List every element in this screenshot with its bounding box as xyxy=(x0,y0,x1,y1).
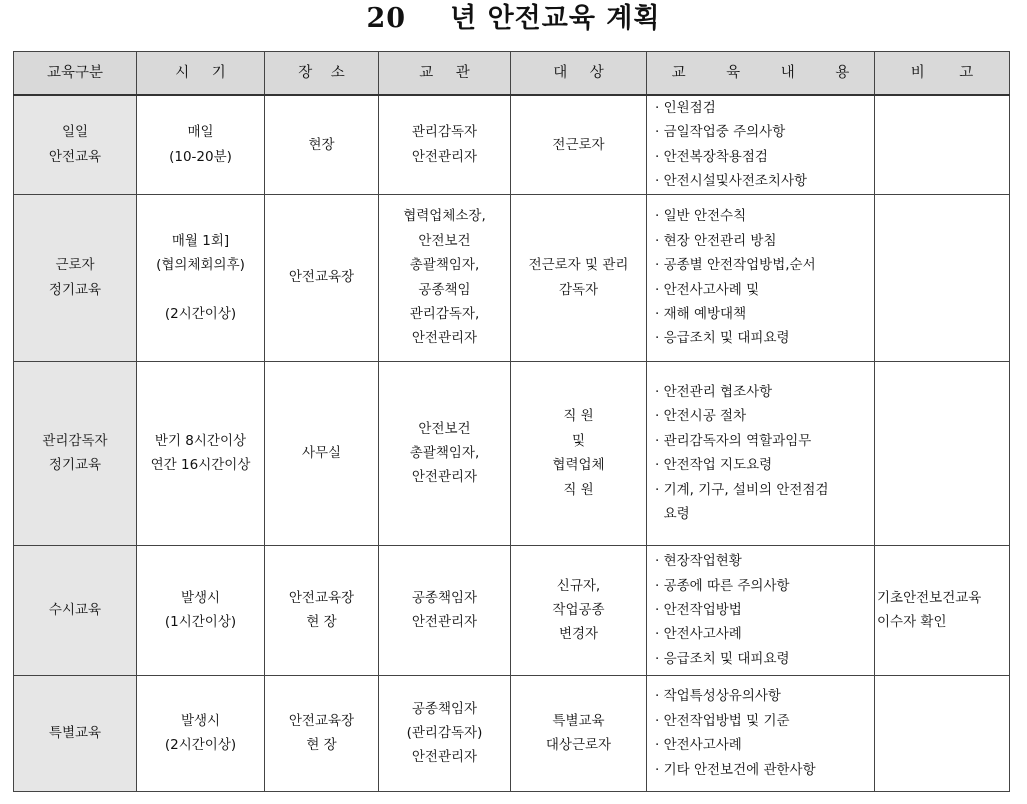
note-line: 기초안전보건교육 xyxy=(877,589,982,606)
instructor-line: 총괄책임자, xyxy=(409,444,480,461)
cell-place xyxy=(265,675,379,791)
content-line: · 현장작업현황 xyxy=(655,553,742,570)
header-timing: 시 기 xyxy=(137,52,265,96)
timing-line: 반기 8시간이상 xyxy=(154,432,247,449)
timing-line: 연간 16시간이상 xyxy=(150,457,251,474)
content-line: · 안전작업방법 및 기준 xyxy=(655,712,790,729)
cell-category xyxy=(14,194,137,361)
timing-line: 매월 1회] xyxy=(171,232,230,249)
content-line: · 공종별 안전작업방법,순서 xyxy=(655,257,816,274)
cell-content xyxy=(647,194,875,361)
category-line: 일일 xyxy=(61,124,89,141)
category-line: 근로자 xyxy=(55,257,95,274)
education-plan-table xyxy=(13,51,1010,792)
target-line: 협력업체 xyxy=(552,457,605,474)
content-line: · 인원점검 xyxy=(655,100,716,116)
cell-timing xyxy=(137,361,265,545)
content-line: · 안전사고사례 xyxy=(655,737,742,754)
header-category: 교육구분 xyxy=(14,52,137,96)
timing-line: 발생시 xyxy=(180,712,221,729)
timing-line xyxy=(137,278,264,302)
instructor-line: 협력업체소장, xyxy=(403,208,486,225)
content-line: · 응급조치 및 대피요령 xyxy=(655,650,790,667)
content-line: · 안전사고사례 xyxy=(655,626,742,643)
place-line: 안전교육장 xyxy=(288,269,355,286)
content-line: · 안전복장착용점검 xyxy=(655,148,768,165)
content-line: · 응급조치 및 대피요령 xyxy=(655,330,790,347)
place-line: 사무실 xyxy=(301,444,342,461)
instructor-line: 총괄책임자, xyxy=(409,257,480,274)
cell-target xyxy=(511,361,647,545)
instructor-line: 안전관리자 xyxy=(411,469,478,486)
content-line: · 기계, 기구, 설비의 안전점검 xyxy=(655,481,829,498)
cell-place xyxy=(265,545,379,675)
target-line: 전근로자 및 관리 xyxy=(528,257,629,274)
cell-place xyxy=(265,95,379,194)
cell-place xyxy=(265,361,379,545)
instructor-line: 안전보건 xyxy=(418,420,471,437)
instructor-line: (관리감독자) xyxy=(406,724,483,741)
instructor-line: 공종책임 xyxy=(418,281,471,298)
header-note: 비 고 xyxy=(875,52,1010,96)
place-line: 안전교육장 xyxy=(288,589,355,606)
target-line: 및 xyxy=(571,432,586,449)
cell-target xyxy=(511,675,647,791)
header-instructor: 교 관 xyxy=(379,52,511,96)
cell-content xyxy=(647,675,875,791)
cell-place xyxy=(265,194,379,361)
table-row xyxy=(14,194,1010,361)
place-line: 현장 xyxy=(308,136,335,153)
target-line: 전근로자 xyxy=(552,136,605,153)
content-line: · 공종에 따른 주의사항 xyxy=(655,577,790,594)
cell-target xyxy=(511,95,647,194)
cell-category xyxy=(14,95,137,194)
cell-category xyxy=(14,675,137,791)
cell-note xyxy=(875,545,1010,675)
content-line: · 작업특성상유의사항 xyxy=(655,688,781,705)
cell-note xyxy=(875,675,1010,791)
cell-timing xyxy=(137,194,265,361)
note-line: 이수자 확인 xyxy=(877,614,947,631)
header-row xyxy=(14,52,1010,96)
place-line: 현 장 xyxy=(306,737,337,754)
instructor-line: 공종책임자 xyxy=(411,589,478,606)
cell-instructor xyxy=(379,545,511,675)
timing-line: 매일 xyxy=(187,124,214,141)
cell-instructor xyxy=(379,95,511,194)
content-line: · 안전관리 협조사항 xyxy=(655,383,773,400)
cell-timing xyxy=(137,675,265,791)
table-row xyxy=(14,95,1010,194)
content-line: · 관리감독자의 역할과임무 xyxy=(655,432,812,449)
place-line: 안전교육장 xyxy=(288,712,355,729)
cell-category xyxy=(14,545,137,675)
category-line: 정기교육 xyxy=(48,457,102,474)
timing-line: (협의체회의후) xyxy=(156,257,245,274)
target-line: 작업공종 xyxy=(552,601,605,618)
timing-line: (1시간이상) xyxy=(164,614,237,631)
instructor-line: 안전관리자 xyxy=(411,614,478,631)
target-line: 감독자 xyxy=(558,281,599,298)
cell-instructor xyxy=(379,361,511,545)
document-title xyxy=(0,0,1027,40)
target-line: 신규자, xyxy=(556,577,601,594)
category-line: 정기교육 xyxy=(48,281,102,298)
cell-timing xyxy=(137,95,265,194)
table-row xyxy=(14,545,1010,675)
instructor-line: 공종책임자 xyxy=(411,700,478,717)
category-line: 안전교육 xyxy=(48,148,102,165)
cell-note xyxy=(875,194,1010,361)
target-line: 직 원 xyxy=(563,481,594,498)
cell-target xyxy=(511,545,647,675)
timing-line: (2시간이상) xyxy=(164,737,237,754)
instructor-line: 관리감독자 xyxy=(411,124,478,141)
cell-content xyxy=(647,361,875,545)
cell-target xyxy=(511,194,647,361)
header-content: 교 육 내 용 xyxy=(647,52,875,96)
content-line: · 안전작업 지도요령 xyxy=(655,457,773,474)
cell-note xyxy=(875,361,1010,545)
title-text: 년 안전교육 계획 xyxy=(450,3,661,34)
target-line: 대상근로자 xyxy=(545,737,612,754)
timing-line: 발생시 xyxy=(180,589,221,606)
content-line: · 금일작업중 주의사항 xyxy=(655,124,786,141)
category-line: 수시교육 xyxy=(48,601,102,618)
cell-note xyxy=(875,95,1010,194)
content-line: · 현장 안전관리 방침 xyxy=(655,232,777,249)
content-line: 요령 xyxy=(655,505,690,522)
cell-content xyxy=(647,545,875,675)
category-line: 특별교육 xyxy=(48,724,102,741)
timing-line: (10-20분) xyxy=(169,148,232,165)
instructor-line: 안전관리자 xyxy=(411,330,478,347)
content-line: · 안전작업방법 xyxy=(655,601,742,618)
cell-category xyxy=(14,361,137,545)
instructor-line: 안전보건 xyxy=(418,232,471,249)
timing-line: (2시간이상) xyxy=(164,306,237,323)
content-line: · 안전시공 절차 xyxy=(655,408,747,425)
content-line: · 재해 예방대책 xyxy=(655,306,747,323)
target-line: 변경자 xyxy=(558,626,599,643)
target-line: 특별교육 xyxy=(552,712,605,729)
content-line: · 안전시설및사전조치사항 xyxy=(655,173,808,190)
instructor-line: 안전관리자 xyxy=(411,749,478,766)
cell-content xyxy=(647,95,875,194)
content-line: · 기타 안전보건에 관한사항 xyxy=(655,761,816,778)
table-row xyxy=(14,361,1010,545)
place-line: 현 장 xyxy=(306,614,337,631)
cell-instructor xyxy=(379,194,511,361)
instructor-line: 안전관리자 xyxy=(411,148,478,165)
header-place: 장 소 xyxy=(265,52,379,96)
header-target: 대 상 xyxy=(511,52,647,96)
content-line: · 안전사고사례 및 xyxy=(655,281,760,298)
instructor-line: 관리감독자, xyxy=(409,306,480,323)
target-line: 직 원 xyxy=(563,408,594,425)
cell-timing xyxy=(137,545,265,675)
table-row xyxy=(14,675,1010,791)
cell-instructor xyxy=(379,675,511,791)
category-line: 관리감독자 xyxy=(42,432,108,449)
title-year: 20 xyxy=(366,3,407,34)
content-line: · 일반 안전수칙 xyxy=(655,208,747,225)
